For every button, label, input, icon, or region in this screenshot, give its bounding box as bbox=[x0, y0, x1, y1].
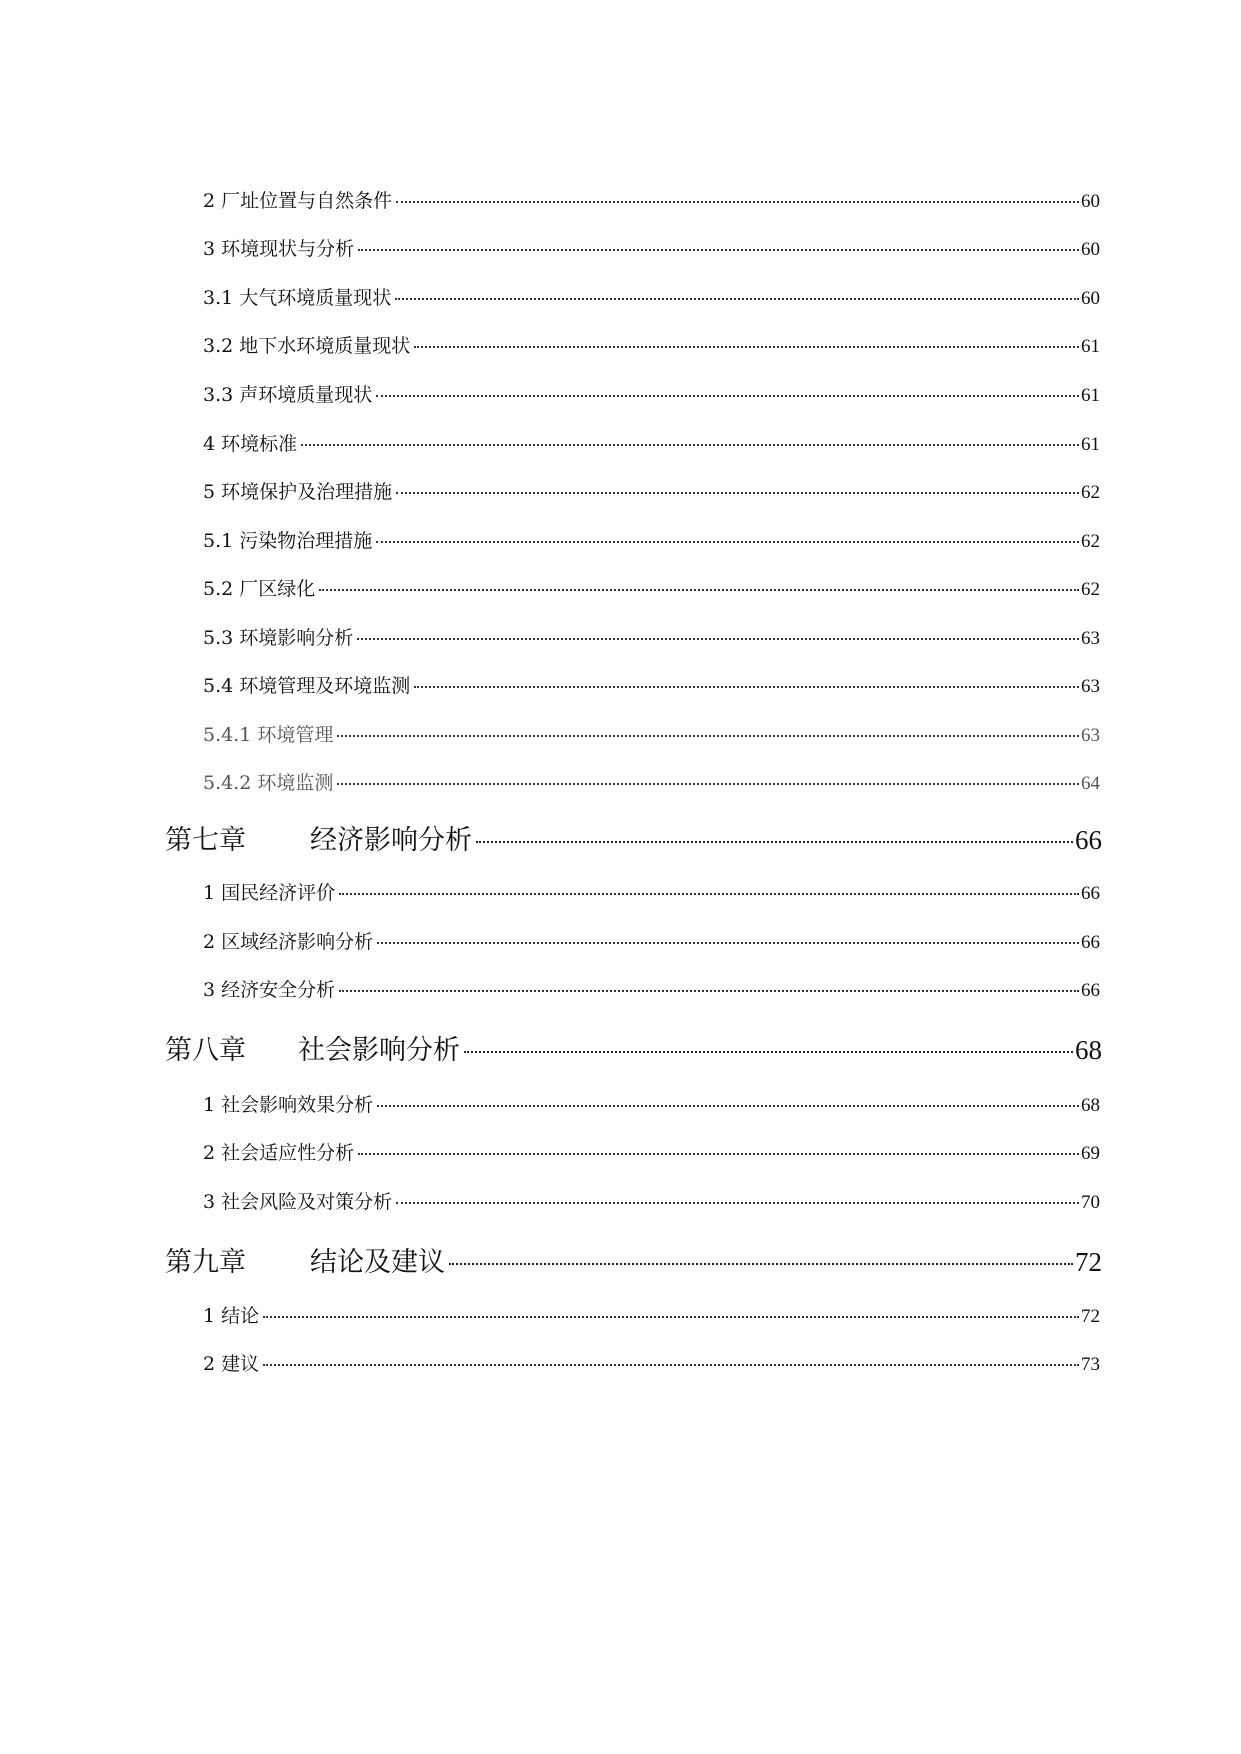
toc-entry-page: 68 bbox=[1081, 1095, 1100, 1116]
toc-entry[interactable] bbox=[203, 331, 1100, 361]
toc-entry-page: 66 bbox=[1081, 932, 1100, 953]
dot-leader bbox=[358, 1153, 1079, 1155]
toc-entry[interactable] bbox=[203, 1187, 1100, 1217]
toc-entry-page: 64 bbox=[1081, 773, 1100, 794]
dot-leader bbox=[464, 1051, 1073, 1053]
toc-entry-page: 61 bbox=[1081, 336, 1100, 357]
toc-entry-page: 61 bbox=[1081, 385, 1100, 406]
toc-entry[interactable] bbox=[203, 975, 1100, 1005]
toc-entry-title: 4 环境标准 bbox=[203, 433, 298, 455]
toc-entry[interactable] bbox=[203, 927, 1100, 957]
toc-entry[interactable] bbox=[203, 429, 1100, 459]
toc-chapter-page: 68 bbox=[1075, 1035, 1102, 1065]
toc-entry-title: 3.1 大气环境质量现状 bbox=[203, 287, 392, 309]
toc-entry-page: 70 bbox=[1081, 1192, 1100, 1213]
toc-entry-title: 1 结论 bbox=[203, 1305, 260, 1327]
dot-leader bbox=[263, 1316, 1079, 1318]
toc-entry-page: 62 bbox=[1081, 482, 1100, 503]
chapter-number: 第七章 bbox=[165, 825, 246, 856]
dot-leader bbox=[357, 638, 1079, 640]
toc-entry-page: 61 bbox=[1081, 434, 1100, 455]
toc-chapter-heading bbox=[165, 1028, 460, 1067]
toc-entry-page: 60 bbox=[1081, 191, 1100, 212]
toc-entry-page: 62 bbox=[1081, 579, 1100, 600]
chapter-title: 结论及建议 bbox=[310, 1247, 445, 1278]
toc-entry-page: 60 bbox=[1081, 239, 1100, 260]
dot-leader bbox=[414, 346, 1079, 348]
toc-entry-title: 3 社会风险及对策分析 bbox=[203, 1191, 393, 1213]
toc-entry[interactable] bbox=[203, 234, 1100, 264]
toc-entry[interactable] bbox=[203, 186, 1100, 216]
dot-leader bbox=[396, 492, 1079, 494]
dot-leader bbox=[395, 298, 1079, 300]
toc-entry-title: 3 环境现状与分析 bbox=[203, 238, 355, 260]
dot-leader bbox=[449, 1263, 1073, 1265]
toc-entry-title: 5.4.1 环境管理 bbox=[203, 724, 334, 746]
toc-chapter-9[interactable] bbox=[165, 1240, 1102, 1280]
dot-leader bbox=[358, 249, 1079, 251]
toc-entry-page: 66 bbox=[1081, 883, 1100, 904]
dot-leader bbox=[339, 893, 1079, 895]
dot-leader bbox=[263, 1364, 1079, 1366]
toc-entry-title: 3.2 地下水环境质量现状 bbox=[203, 335, 411, 357]
dot-leader bbox=[414, 686, 1079, 688]
dot-leader bbox=[377, 1105, 1079, 1107]
toc-entry-title: 5.1 污染物治理措施 bbox=[203, 530, 373, 552]
toc-entry[interactable] bbox=[203, 623, 1100, 653]
toc-entry-title: 2 厂址位置与自然条件 bbox=[203, 190, 393, 212]
toc-entry-page: 73 bbox=[1081, 1354, 1100, 1375]
toc-entry-title: 3.3 声环境质量现状 bbox=[203, 384, 373, 406]
toc-entry-title: 1 国民经济评价 bbox=[203, 882, 336, 904]
toc-entry-title: 5.2 厂区绿化 bbox=[203, 578, 316, 600]
dot-leader bbox=[396, 1202, 1079, 1204]
dot-leader bbox=[339, 990, 1079, 992]
toc-entry[interactable] bbox=[203, 878, 1100, 908]
toc-entry[interactable] bbox=[203, 477, 1100, 507]
toc-entry-title: 5.3 环境影响分析 bbox=[203, 627, 354, 649]
dot-leader bbox=[476, 841, 1073, 843]
toc-entry[interactable] bbox=[203, 1349, 1100, 1379]
toc-entry-page: 63 bbox=[1081, 676, 1100, 697]
toc-entry-page: 63 bbox=[1081, 628, 1100, 649]
toc-chapter-page: 72 bbox=[1075, 1247, 1102, 1277]
toc-chapter-heading bbox=[165, 818, 472, 857]
toc-chapter-8[interactable] bbox=[165, 1028, 1102, 1068]
dot-leader bbox=[377, 942, 1079, 944]
toc-entry-page: 72 bbox=[1081, 1306, 1100, 1327]
toc-chapter-heading bbox=[165, 1240, 445, 1279]
toc-entry[interactable] bbox=[203, 283, 1100, 313]
toc-entry-page: 69 bbox=[1081, 1143, 1100, 1164]
toc-entry-page: 66 bbox=[1081, 980, 1100, 1001]
dot-leader bbox=[396, 201, 1079, 203]
dot-leader bbox=[319, 589, 1079, 591]
toc-entry-page: 62 bbox=[1081, 531, 1100, 552]
toc-entry-page: 60 bbox=[1081, 288, 1100, 309]
dot-leader bbox=[337, 735, 1079, 737]
dot-leader bbox=[376, 395, 1079, 397]
toc-entry[interactable] bbox=[203, 526, 1100, 556]
toc-chapter-page: 66 bbox=[1075, 825, 1102, 855]
toc-entry[interactable] bbox=[203, 1301, 1100, 1331]
toc-entry-title: 3 经济安全分析 bbox=[203, 979, 336, 1001]
toc-entry-title: 2 建议 bbox=[203, 1353, 260, 1375]
toc-entry-title: 5 环境保护及治理措施 bbox=[203, 481, 393, 503]
toc-entry-title: 1 社会影响效果分析 bbox=[203, 1094, 374, 1116]
toc-entry-title: 5.4 环境管理及环境监测 bbox=[203, 675, 411, 697]
toc-entry-title: 5.4.2 环境监测 bbox=[203, 772, 334, 794]
toc-entry-title: 2 社会适应性分析 bbox=[203, 1142, 355, 1164]
chapter-title: 经济影响分析 bbox=[310, 825, 472, 856]
toc-entry[interactable] bbox=[203, 1090, 1100, 1120]
toc-entry[interactable] bbox=[203, 1138, 1100, 1168]
chapter-number: 第九章 bbox=[165, 1247, 246, 1278]
toc-entry-page: 63 bbox=[1081, 725, 1100, 746]
toc-entry[interactable] bbox=[203, 671, 1100, 701]
dot-leader bbox=[337, 783, 1079, 785]
toc-entry[interactable] bbox=[203, 768, 1100, 798]
toc-entry[interactable] bbox=[203, 720, 1100, 750]
dot-leader bbox=[301, 444, 1079, 446]
toc-entry[interactable] bbox=[203, 380, 1100, 410]
toc-entry[interactable] bbox=[203, 574, 1100, 604]
toc-entry-title: 2 区域经济影响分析 bbox=[203, 931, 374, 953]
chapter-number: 第八章 bbox=[165, 1035, 246, 1066]
toc-chapter-7[interactable] bbox=[165, 818, 1102, 858]
dot-leader bbox=[376, 541, 1079, 543]
chapter-title: 社会影响分析 bbox=[298, 1035, 460, 1066]
